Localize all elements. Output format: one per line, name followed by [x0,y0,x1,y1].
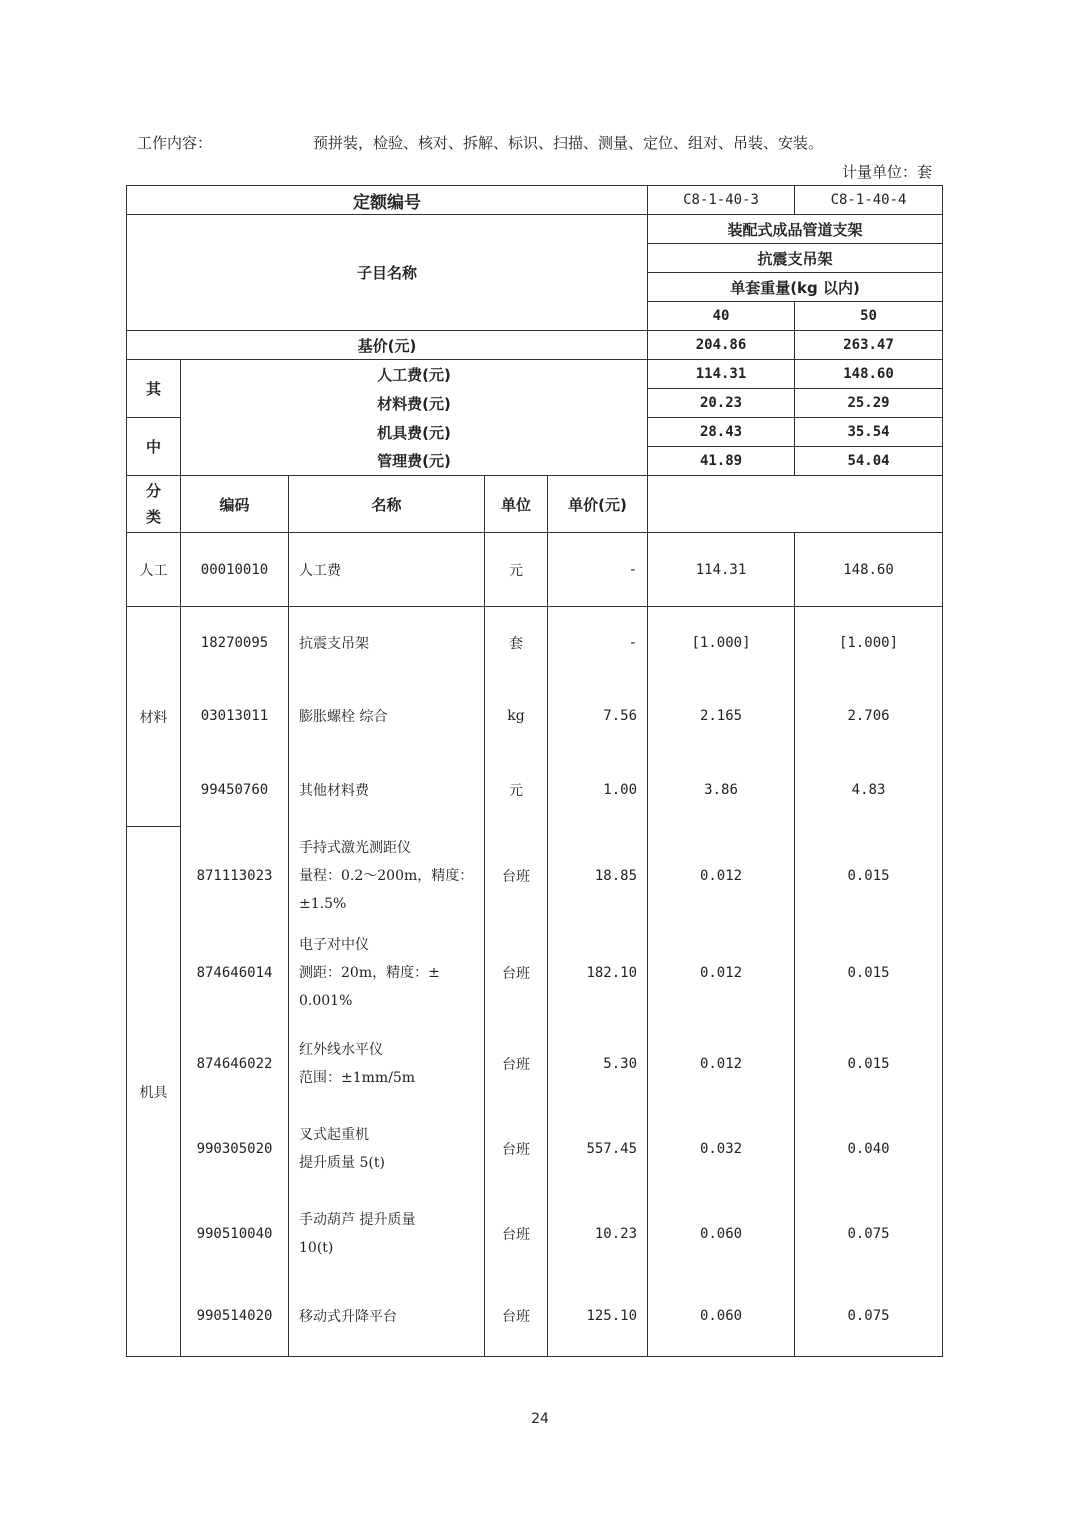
machine-name-line: 量程：0.2～200m，精度： [299,867,474,884]
table-row [127,1022,943,1107]
machine-category: 机具 [127,827,181,1357]
machine-name-line: 测距：20m，精度：± [299,965,440,981]
material-value-2: 2.706 [795,680,943,753]
machine-value-1: 0.012 [648,827,795,925]
machine-name-line: 0.001% [299,993,353,1009]
machine-value-2: 0.015 [795,827,943,925]
machine-value-2: 0.015 [795,1022,943,1107]
machine-value-1: 0.060 [648,1192,795,1277]
machine-code: 874646022 [181,1022,289,1107]
labor-price: - [548,533,648,607]
machine-name-line: 叉式起重机 [299,1127,369,1143]
machine-value-2: 0.015 [795,925,943,1022]
col-category-1: 分 [145,482,161,500]
machine-code: 990510040 [181,1192,289,1277]
material-unit: 元 [485,753,548,827]
col-category-2: 类 [145,508,161,526]
table-row [127,680,943,753]
machine-fee-2: 35.54 [795,418,943,447]
labor-category: 人工 [127,533,181,607]
machine-name-line: 10(t) [299,1240,334,1256]
table-row [127,753,943,827]
machine-unit: 台班 [485,1022,548,1107]
machine-price: 125.10 [548,1277,648,1357]
machine-value-1: 0.012 [648,1022,795,1107]
machine-unit: 台班 [485,1107,548,1192]
machine-name-line: 红外线水平仪 [299,1042,383,1058]
machine-value-1: 0.032 [648,1107,795,1192]
machine-name-line: 电子对中仪 [299,937,369,953]
material-fee-1: 20.23 [648,389,795,418]
material-price: - [548,607,648,680]
table-row [127,1277,943,1357]
table-row [127,1192,943,1277]
machine-unit: 台班 [485,827,548,925]
material-name: 抗震支吊架 [289,607,485,680]
labor-fee-label: 人工费(元) [181,360,648,389]
table-row [127,1107,943,1192]
machine-name-line: 提升质量 5(t) [299,1155,385,1171]
material-value-2: [1.000] [795,607,943,680]
col-code: 编码 [181,476,289,533]
machine-price: 557.45 [548,1107,648,1192]
machine-code: 871113023 [181,827,289,925]
among-label-1: 其 [127,360,181,418]
machine-unit: 台班 [485,1277,548,1357]
machine-code: 990514020 [181,1277,289,1357]
material-category: 材料 [127,607,181,827]
machine-name [289,1107,485,1192]
machine-value-2: 0.075 [795,1192,943,1277]
material-price: 1.00 [548,753,648,827]
work-content-label: 工作内容： [137,134,213,152]
material-value-2: 4.83 [795,753,943,827]
machine-price: 18.85 [548,827,648,925]
material-price: 7.56 [548,680,648,753]
labor-value-1: 114.31 [648,533,795,607]
material-unit: kg [485,680,548,753]
material-code: 99450760 [181,753,289,827]
material-fee-2: 25.29 [795,389,943,418]
material-value-1: [1.000] [648,607,795,680]
weight-1: 40 [648,302,795,331]
labor-code: 00010010 [181,533,289,607]
machine-name [289,925,485,1022]
machine-name: 移动式升降平台 [289,1277,485,1357]
machine-price: 182.10 [548,925,648,1022]
col-unit: 单位 [485,476,548,533]
quota-table [126,185,943,1357]
machine-value-2: 0.040 [795,1107,943,1192]
table-row [127,925,943,1022]
material-value-1: 2.165 [648,680,795,753]
management-fee-label: 管理费(元) [181,447,648,476]
quota-code-1: C8-1-40-3 [648,186,795,215]
among-label-2: 中 [127,418,181,476]
table-row [127,607,943,680]
machine-name-line: 手持式激光测距仪 [299,839,411,856]
labor-unit: 元 [485,533,548,607]
item-name-line-3: 单套重量(kg 以内) [648,273,943,302]
material-unit: 套 [485,607,548,680]
base-price-2: 263.47 [795,331,943,360]
machine-unit: 台班 [485,1192,548,1277]
labor-value-2: 148.60 [795,533,943,607]
weight-2: 50 [795,302,943,331]
labor-name: 人工费 [289,533,485,607]
material-name: 其他材料费 [289,753,485,827]
base-price-label: 基价(元) [127,331,648,360]
material-name: 膨胀螺栓 综合 [289,680,485,753]
machine-price: 10.23 [548,1192,648,1277]
machine-name-line: ±1.5% [299,895,347,912]
management-fee-1: 41.89 [648,447,795,476]
quota-code-2: C8-1-40-4 [795,186,943,215]
management-fee-2: 54.04 [795,447,943,476]
machine-price: 5.30 [548,1022,648,1107]
machine-name-line: 范围：±1mm/5m [299,1070,416,1086]
machine-unit: 台班 [485,925,548,1022]
machine-code: 874646014 [181,925,289,1022]
machine-name [289,1192,485,1277]
table-row [127,827,943,925]
measurement-unit: 计量单位：套 [841,163,932,181]
machine-value-2: 0.075 [795,1277,943,1357]
machine-fee-1: 28.43 [648,418,795,447]
material-code: 03013011 [181,680,289,753]
col-price: 单价(元) [548,476,648,533]
material-fee-label: 材料费(元) [181,389,648,418]
page-number: 24 [531,1411,549,1427]
material-value-1: 3.86 [648,753,795,827]
material-code: 18270095 [181,607,289,680]
item-name-line-1: 装配式成品管道支架 [648,215,943,244]
machine-value-1: 0.012 [648,925,795,1022]
col-blank [648,476,943,533]
machine-fee-label: 机具费(元) [181,418,648,447]
item-name-line-2: 抗震支吊架 [648,244,943,273]
labor-fee-1: 114.31 [648,360,795,389]
machine-code: 990305020 [181,1107,289,1192]
labor-fee-2: 148.60 [795,360,943,389]
machine-name [289,827,485,925]
col-name: 名称 [289,476,485,533]
item-name-label: 子目名称 [127,215,648,331]
quota-code-label: 定额编号 [127,186,648,215]
machine-name-line: 手动葫芦 提升质量 [299,1212,416,1228]
machine-name [289,1022,485,1107]
machine-value-1: 0.060 [648,1277,795,1357]
base-price-1: 204.86 [648,331,795,360]
table-row [127,533,943,607]
work-content-text: 预拼装，检验、核对、拆解、标识、扫描、测量、定位、组对、吊装、安装。 [313,134,824,152]
col-category [127,476,181,533]
